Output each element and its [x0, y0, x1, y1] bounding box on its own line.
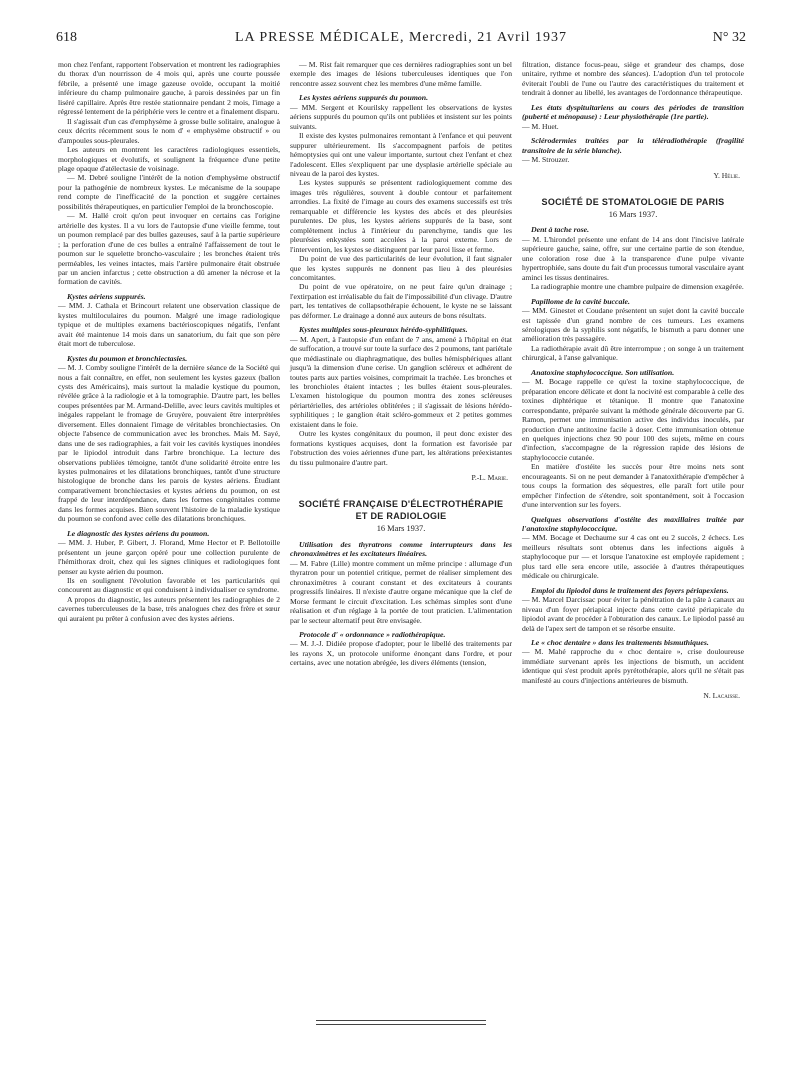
paragraph: — M. J. Comby souligne l'intérêt de la dernière séance de la Société qui nous a fait connaître, en effet, non seulement les kystes gazeux (ballon cysts des Américains), mais surtout la maladie kystique du poumon, révélée grâce à la radiologie et à la tomographie. D'autre part, les belles coupes présentées par M. Armand-Delille, avec leurs cavités multiples et inégales rappelant le fromage de Gruyère, pouvaient être interprétées diversement. Elles donnaient l'image de véritables bronchiectasies. On objecte l'absence de communication avec les bronches. Mais M. Sayé, dans une de ses radiographies, a fait voir les cavités kystiques inondées par le lipiodol introduit dans l'arbre bronchique. La lecture des observations publiées témoigne, tantôt d'une solidarité étroite entre les kystes pulmonaires et les dilatations bronchiques, tantôt d'une structure histologique de bronche dans les parois de kystes aériens. Étudiant comparativement bronchiectasies et kystes aériens du poumon, on est frappé de leur interdépendance, dans les formes congénitales comme dans les formes acquises. Bien souvent l'histoire de la maladie kystique du poumon se confond avec celle des dilatations bronchiques. [58, 363, 280, 524]
paragraph: — MM. Sergent et Kourilsky rappellent les observations de kystes aériens suppurés du poumon qu'ils ont publiées et insistent sur les points suivants. [290, 102, 512, 131]
section-heading: Les états dyspituitariens au cours des périodes de transition (puberté et ménopause) : Leur physiothérapie (1re partie). [522, 102, 744, 122]
paragraph: — M. Debré souligne l'intérêt de la notion d'emphysème obstructif pour la pathogénie de nombreux kystes. Le mécanisme de la soupape rend compte de l'inefficacité de la ponction et suggère certaines possibilités thérapeutiques, en particulier l'emploi de la bronchoscopie. [58, 173, 280, 211]
paragraph: Il existe des kystes pulmonaires remontant à l'enfance et qui peuvent suppurer ultérieurement. Ils s'accompagnent parfois de petites hémoptysies qui ont une valeur importante, surtout chez l'enfant et chez l'adolescent. Elles s'expliquent par une dysplasie artérielle spéciale au niveau de la paroi des kystes. [290, 131, 512, 178]
paragraph: — M. Hallé croit qu'on peut invoquer en certains cas l'origine artérielle des kystes. Il a vu lors de l'autopsie d'une vieille femme, tout un poumon remplacé par des bulles gazeuses, sauf à la partie supérieure ; la perforation d'une de ces bulles a entraîné l'affaissement de tout le poumon sur le squelette broncho-vasculaire ; les bronches étaient très perméables, les veines intactes, mais l'artère pulmonaire était obstruée par un ancien infarctus ; cette obstruction a dû amener la nécrose et la formation de cavités. [58, 211, 280, 287]
paragraph: mon chez l'enfant, rapportent l'observation et montrent les radiographies du thorax d'un nourrisson de 4 mois qui, après une courte poussée fébrile, a présenté une image gazeuse ovoïde, occupant la moitié inférieure du champ pulmonaire gauche, à parois dessinées par un fin liséré capillaire. Après être restée stationnaire pendant 2 mois, l'image a régressé lentement de la périphérie vers le centre et a finalement disparu. [58, 60, 280, 117]
section-heading: Dent à tache rose. [531, 225, 590, 235]
column-middle [290, 60, 512, 668]
issue-number: N° 32 [712, 30, 746, 45]
section-heading: Les kystes aériens suppurés du poumon. [299, 93, 429, 103]
society-title-line: SOCIÉTÉ FRANÇAISE D'ÉLECTROTHÉRAPIE [298, 499, 504, 510]
society-title: SOCIÉTÉ DE STOMATOLOGIE DE PARIS [541, 196, 725, 207]
author-signature: P.-L. Marie. [471, 473, 508, 483]
paragraph: — M. J.-J. Didiée propose d'adopter, pour le libellé des traitements par les rayons X, un protocole uniforme énonçant dans l'ordre, et pour certains, avec une notation abrégée, les divers éléments (tension, [290, 639, 512, 668]
paragraph: — M. Bocage rappelle ce qu'est la toxine staphylococcique, de préparation encore délicate et dont la nocivité est comparable à celle des toxines diphtérique et tétanique. Il montre que l'anatoxine correspondante, préparée suivant la méthode générale découverte par G. Ramon, permet une immunisation active des individus inoculés, par production d'une antitoxine facile à doser. Cette immunisation obtenue en quelques injections chez 90 pour 100 des sujets, même en cours d'infection, s'accompagne de la régression rapide des lésions de staphylococcie cutanée. [522, 377, 744, 462]
author-signature: N. Lacaisse. [703, 691, 740, 701]
paragraph: Du point de vue des particularités de leur évolution, il faut signaler que les kystes suppurés ne donnent pas lieu à des pleurésies concomitantes. [290, 254, 512, 282]
paragraph: Outre les kystes congénitaux du poumon, il peut donc exister des formations kystiques acquises, dont la formation est favorisée par l'obstruction des voies aériennes d'une part, les altérations préexistantes du tissu pulmonaire d'autre part. [290, 429, 512, 467]
paragraph: — M. Fabre (Lille) montre comment un même principe : allumage d'un thyratron pour un potentiel critique, permet de réaliser simplement des chronaximètres à courant constant et des excitateurs à courants progressifs linéaires. Il n'existe d'autre organe mécanique que la clef de Morse fermant le circuit d'excitation. Les schémas simples sont d'une réalisation et d'un réglage à la portée de tout praticien. L'alimentation par le secteur alternatif peut être envisagée. [290, 558, 512, 625]
paragraph: — MM. J. Huber, P. Gibert, J. Florand, Mme Hector et P. Bellotoille présentent un jeune garçon opéré pour une collection purulente de l'hémithorax droit, chez qui les signes cliniques et radiologiques font penser au kyste aérien du poumon. [58, 538, 280, 576]
paragraph: — MM. J. Cathala et Brincourt relatent une observation classique de kystes multiloculaires du poumon. Malgré une image radiologique typique et de multiples examens bactérioscopiques négatifs, l'enfant avait été maintenue 14 mois dans un sanatorium, du fait que son père était mort de tuberculose. [58, 301, 280, 349]
page-header [56, 30, 746, 50]
paragraph: — MM. Bocage et Dechaume sur 4 cas ont eu 2 succès, 2 échecs. Les meilleurs résultats sont obtenus dans les infections aiguës à staphylocoque pur — et lorsque l'anatoxine est employée rapidement ; plus tard elle sera encore utile, associée à d'autres thérapeutiques médicale ou chirurgicale. [522, 533, 744, 581]
section-heading: Kystes aériens suppurés. [67, 291, 146, 301]
paragraph: A propos du diagnostic, les auteurs présentent les radiographies de 2 cavernes tuberculeuses de la base, très analogues chez des frère et sœur qui auraient pu prêter à confusion avec des kystes aériens. [58, 594, 280, 623]
section-heading: Protocole d' « ordonnance » radiothérapique. [299, 630, 446, 640]
paragraph: En matière d'ostéite les succès pour être moins nets sont encourageants. Si on ne peut demander à l'anatoxithérapie d'empêcher à tous coups la formation des séquestres, elle paraît fort utile pour empêcher l'infection de s'étendre, soit spontanément, soit à l'occasion d'une intervention sur les foyers. [522, 462, 744, 510]
section-heading: Utilisation des thyratrons comme interrupteurs dans les chronaximètres et les excitateurs linéaires. [290, 539, 512, 559]
section-heading: Sclérodermies traitées par la téléradiothérapie (fragilité transitoire de la série blanche). [522, 136, 744, 155]
journal-title: LA PRESSE MÉDICALE, Mercredi, 21 Avril 1937 [234, 30, 568, 45]
session-date: 16 Mars 1937. [608, 209, 658, 219]
section-heading: Quelques observations d'ostéite des maxillaires traitée par l'anatoxine staphylococcique. [522, 514, 744, 534]
paragraph: La radiographie montre une chambre pulpaire de dimension exagérée. [531, 282, 744, 292]
section-heading: Kystes du poumon et bronchiectasies. [67, 353, 188, 363]
paragraph: — M. Mahé rapproche du « choc dentaire », crise douloureuse immédiate survenant après les injections de bismuth, un accident identique qui s'est produit après pyrétothérapie, alors qu'il ne s'était pas manifesté au cours d'injections antérieures de bismuth. [522, 647, 744, 685]
paragraph: Ils en soulignent l'évolution favorable et les particularités qui concourent au diagnostic et qui conduisent à individualiser ce syndrome. [58, 576, 280, 595]
paragraph: Du point de vue opératoire, on ne peut faire qu'un drainage ; l'extirpation est irréalisable du fait de l'impossibilité d'un clivage. D'autre part, les tentatives de collapsothérapie échouent, le kyste ne se laissant pas déformer. Le drainage a donné aux auteurs de bons résultats. [290, 282, 512, 320]
paragraph: — M. Apert, à l'autopsie d'un enfant de 7 ans, amené à l'hôpital en état de suffocation, a trouvé sur toute la surface des 2 poumons, tant pariétale que médiastinale ou diaphragmatique, des bulles hémisphériques allant jusqu'à la dimension d'une cerise. Un ganglion scléreux et adhérent de toutes parts aux parties voisines, comprimait la trachée. Les bronches et les bronchioles étaient intactes ; les bulles étaient sous-pleurales. L'examen histologique du poumon montra des zones scléreuses périartérielles, des artérioles oblitérées ; il s'agissait de lésions hérédo-syphilitiques ; le ganglion était scléro-gommeux et 2 petites gommes existaient dans le foie. [290, 334, 512, 429]
column-right [522, 60, 744, 703]
paragraph: Les kystes suppurés se présentent radiologiquement comme des images très régulières, souvent à double contour et parfaitement arrondies. La fixité de l'image au cours des examens successifs est très remarquable et différencie les kystes des abcès et des pleurésies purulentes. De plus, les kystes aériens suppurés de la base, sont complètement inclus à l'intérieur du parenchyme, tandis que les pleurésies enkystées sont accolées à la paroi externe. Lors de l'intervention, les kystes se distinguent par leur paroi lisse et ferme. [290, 178, 512, 254]
section-heading: Kystes multiples sous-pleuraux hérédo-syphilitiques. [299, 325, 468, 335]
column-left [58, 60, 280, 623]
paragraph: La radiothérapie avait dû être interrompue ; on songe à un traitement chirurgical, à l'anse galvanique. [522, 343, 744, 363]
society-title [290, 498, 512, 522]
paragraph: — MM. Ginestet et Coudane présentent un sujet dont la cavité buccale est tapissée d'un grand nombre de ces tumeurs. Les examens sérologiques de la syphilis sont négatifs, le bismuth a paru donner une amélioration très passagère. [522, 306, 744, 344]
section-heading: Papillome de la cavité buccale. [531, 296, 630, 306]
author-signature: Y. Hélie. [713, 170, 740, 180]
paragraph: Il s'agissait d'un cas d'emphysème à grosse bulle solitaire, analogue à ceux décrits récemment sous le nom d' « emphysème obstructif » ou d'ampoules sous-pleurales. [58, 116, 280, 145]
paragraph: — M. Huet. [522, 121, 559, 131]
paragraph: — M. Strouzer. [522, 155, 570, 165]
divider [316, 1020, 486, 1021]
divider [316, 1024, 486, 1025]
section-heading: Le diagnostic des kystes aériens du poumon. [67, 528, 210, 538]
section-heading: Emploi du lipiodol dans le traitement des foyers périapexiens. [531, 585, 729, 595]
society-title-line: ET DE RADIOLOGIE [355, 511, 447, 522]
paragraph: — M. L'hirondel présente une enfant de 14 ans dont l'incisive latérale supérieure gauche, saine, offre, sur une certaine partie de son étendue, une coloration rose due à la transparence d'une pulpe vivante hypertrophiée, sans doute du fait d'un processus tumoral vasculaire ayant aminci les tissus dentinaires. [522, 234, 744, 282]
paragraph: — M. Rist fait remarquer que ces dernières radiographies sont un bel exemple des images de lésions tuberculeuses identiques que l'on rencontre assez souvent chez les membres d'une même famille. [290, 60, 512, 88]
section-heading: Le « choc dentaire » dans les traitements bismuthiques. [531, 638, 709, 648]
page-number: 618 [56, 30, 77, 45]
session-date: 16 Mars 1937. [376, 524, 426, 534]
section-heading: Anatoxine staphylococcique. Son utilisation. [531, 367, 675, 377]
paragraph: — M. Marcel Darcissac pour éviter la pénétration de la pâte à canaux au niveau d'un foyer périapical injecte dans cette cavité périapicale du lipiodol avant de procéder à l'obturation des canaux. Le lipiodol passé au delà de l'apex sert de tampon et se résorbe ensuite. [522, 595, 744, 633]
paragraph: Les auteurs en montrent les caractères radiologiques essentiels, morphologiques et évolutifs, et soulignent la fréquence d'une petite plage opaque d'atélectasie de voisinage. [58, 145, 280, 173]
paragraph: filtration, distance focus-peau, siège et grandeur des champs, dose unitaire, rythme et nombre des séances). L'adoption d'un tel protocole éviterait l'oubli de l'une ou l'autre des caractéristiques du traitement et tendrait à donner au libellé, les avantages de l'ordonnance thérapeutique. [522, 60, 744, 98]
